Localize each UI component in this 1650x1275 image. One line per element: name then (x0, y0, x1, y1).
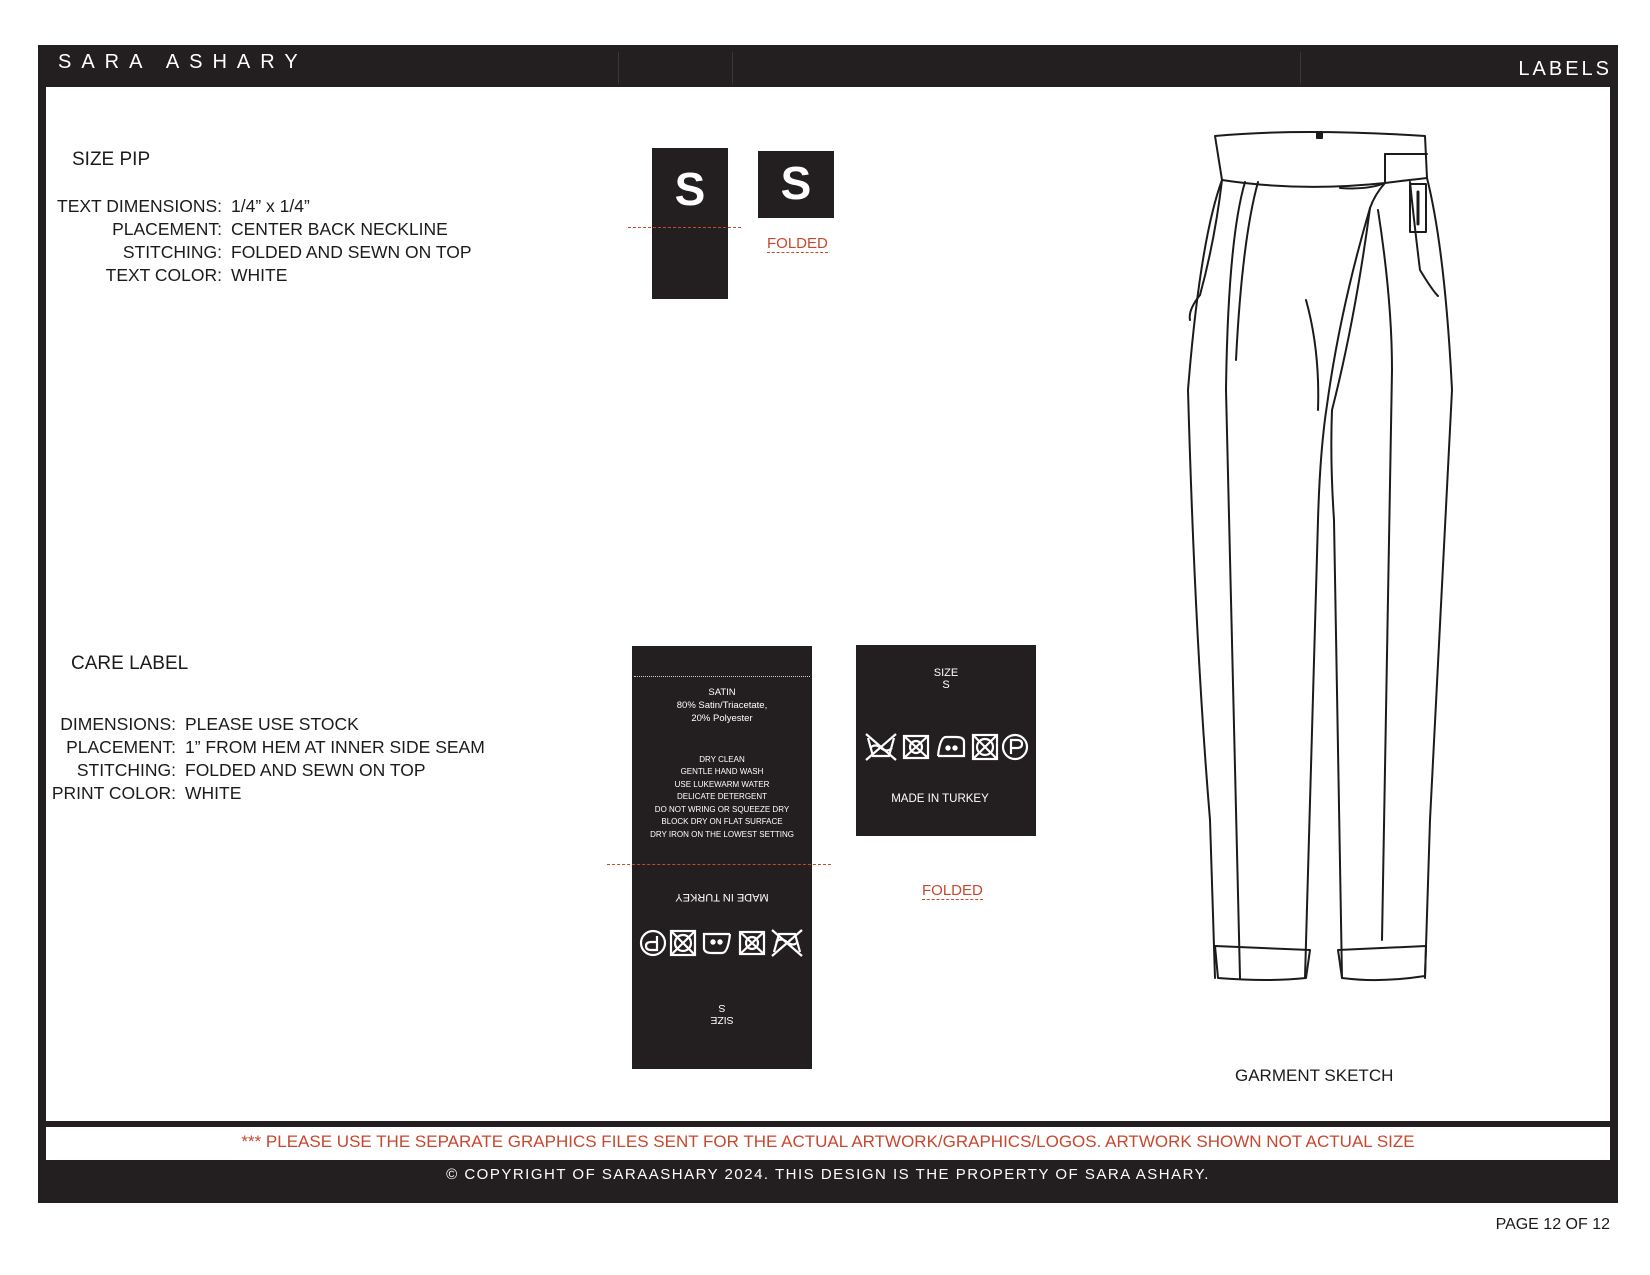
garment-caption: GARMENT SKETCH (1235, 1066, 1394, 1085)
size-pip-heading: SIZE PIP (72, 149, 151, 170)
care-label-heading: CARE LABEL (71, 653, 189, 674)
spec-key: TEXT COLOR: (105, 265, 222, 285)
care-instruction: BLOCK DRY ON FLAT SURFACE (661, 817, 783, 826)
spec-value: 1/4” x 1/4” (231, 196, 310, 216)
no-bleach-icon (740, 932, 764, 954)
spec-key: DIMENSIONS: (60, 714, 176, 734)
care-instruction: DRY CLEAN (699, 755, 745, 764)
fold-line (607, 864, 831, 865)
care-instruction: GENTLE HAND WASH (680, 767, 764, 776)
size-label-flipped: SIZE (710, 1014, 734, 1026)
page-number: PAGE 12 OF 12 (1495, 1216, 1610, 1233)
fabric-name: SATIN (708, 687, 736, 698)
care-instruction: DO NOT WRING OR SQUEEZE DRY (654, 805, 790, 814)
spec-key: STITCHING: (76, 760, 176, 780)
fold-line (628, 227, 741, 228)
spec-key: PRINT COLOR: (51, 783, 176, 803)
care-instruction: DELICATE DETERGENT (676, 792, 768, 801)
spec-key: PLACEMENT: (112, 219, 222, 239)
no-wash-icon (866, 734, 896, 760)
header-divider (1300, 52, 1301, 84)
origin-text: MADE IN TURKEY (891, 793, 989, 805)
size-letter: S (674, 163, 706, 215)
care-symbols (860, 728, 1032, 764)
header-divider (732, 52, 733, 84)
iron-low-icon (938, 737, 964, 756)
spec-key: TEXT DIMENSIONS: (57, 196, 222, 216)
size-pip-label-open (652, 148, 728, 299)
spec-value: WHITE (231, 265, 288, 285)
care-label-open (632, 646, 812, 1069)
origin-text-flipped: MADE IN TURKEY (675, 891, 769, 903)
header-divider (618, 52, 619, 84)
spec-value: 1” FROM HEM AT INNER SIDE SEAM (185, 737, 485, 757)
spec-value: FOLDED AND SEWN ON TOP (185, 760, 426, 780)
care-symbols-flipped (636, 926, 808, 962)
folded-caption: FOLDED (922, 882, 983, 899)
size-letter: S (780, 157, 812, 209)
section-title: LABELS (1518, 58, 1612, 80)
dry-clean-p-icon (641, 931, 665, 955)
care-label-folded (856, 645, 1036, 836)
no-tumble-dry-icon (671, 931, 695, 955)
care-instruction: DRY IRON ON THE LOWEST SETTING (650, 830, 794, 839)
iron-low-icon (704, 934, 730, 953)
spec-key: STITCHING: (122, 242, 222, 262)
artwork-notice: *** PLEASE USE THE SEPARATE GRAPHICS FILES SENT FOR THE ACTUAL ARTWORK/GRAPHICS/LOGOS. ARTWORK SHOWN NOT ACTUAL SIZE (241, 1132, 1415, 1151)
no-wash-icon (772, 930, 802, 956)
no-tumble-dry-icon (973, 735, 997, 759)
dry-clean-p-icon (1003, 735, 1027, 759)
copyright-footer: © COPYRIGHT OF SARAASHARY 2024. THIS DESIGN IS THE PROPERTY OF SARA ASHARY. (446, 1166, 1210, 1183)
size-pip-label-folded (758, 151, 834, 218)
care-instruction: USE LUKEWARM WATER (674, 780, 770, 789)
folded-caption: FOLDED (767, 235, 828, 252)
size-label: SIZE (933, 667, 959, 679)
garment-sketch (1170, 120, 1470, 1020)
brand-name: SARA ASHARY (58, 51, 308, 73)
stitch-line (634, 676, 810, 677)
fabric-composition: 80% Satin/Triacetate, (676, 700, 768, 711)
size-value-flipped: S (718, 1002, 726, 1014)
spec-value: CENTER BACK NECKLINE (231, 219, 448, 239)
no-bleach-icon (904, 736, 928, 758)
spec-value: PLEASE USE STOCK (185, 714, 359, 734)
spec-key: PLACEMENT: (66, 737, 176, 757)
spec-value: WHITE (185, 783, 242, 803)
spec-value: FOLDED AND SEWN ON TOP (231, 242, 472, 262)
size-value: S (942, 679, 950, 691)
fabric-composition: 20% Polyester (691, 713, 753, 724)
